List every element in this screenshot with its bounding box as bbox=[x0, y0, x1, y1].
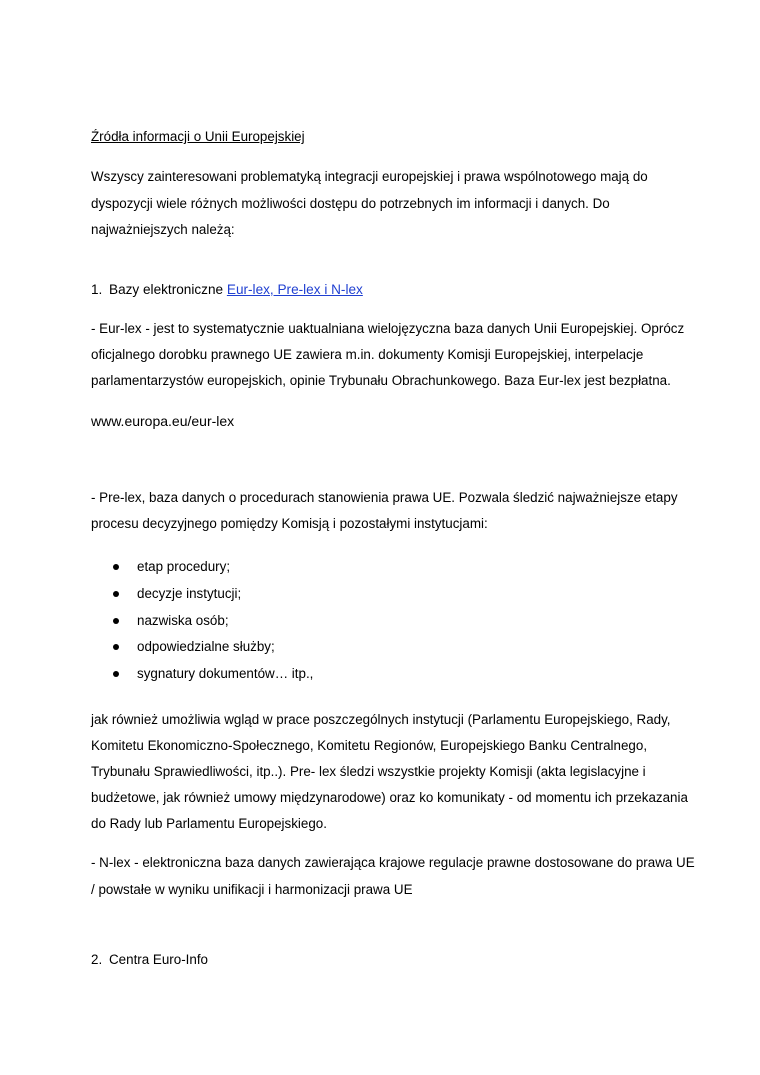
nlex-line-1: - N-lex - elektroniczna baza danych zawierająca krajowe regulacje prawne dostosowane do prawa UE bbox=[91, 855, 695, 870]
after-list-line-1: jak również umożliwia wgląd w prace poszczególnych instytucji (Parlamentu Europejskiego, Rady, bbox=[91, 712, 671, 727]
list-item-text: etap procedury; bbox=[137, 559, 231, 574]
bullet-icon bbox=[113, 671, 119, 677]
eurlex-url: www.europa.eu/eur-lex bbox=[91, 413, 235, 429]
eurlex-line-1: - Eur-lex - jest to systematycznie uaktualniana wielojęzyczna baza danych Unii Europejskiej. Oprócz bbox=[91, 321, 685, 336]
list-item-text: odpowiedzialne służby; bbox=[137, 639, 275, 654]
intro-line-3: najważniejszych należą: bbox=[91, 222, 235, 237]
section-1-number: 1. bbox=[91, 282, 103, 297]
section-1-heading bbox=[91, 281, 363, 299]
list-item-text: nazwiska osób; bbox=[137, 613, 229, 628]
after-list-line-5: do Rady lub Parlamentu Europejskiego. bbox=[91, 816, 327, 831]
bullet-icon bbox=[113, 644, 119, 650]
section-2-heading bbox=[91, 951, 208, 969]
list-item-text: sygnatury dokumentów… itp., bbox=[137, 666, 314, 681]
section-2-number: 2. bbox=[91, 952, 103, 967]
after-list-line-4: budżetowe, jak również umowy międzynarodowe) oraz ko komunikaty - od momentu ich przekazania bbox=[91, 790, 688, 805]
after-list-line-2: Komitetu Ekonomiczno-Społecznego, Komitetu Regionów, Europejskiego Banku Centralnego, bbox=[91, 738, 648, 753]
eur-pre-n-lex-link[interactable]: Eur-lex, Pre-lex i N-lex bbox=[226, 282, 363, 297]
section-2-label: Centra Euro-Info bbox=[109, 952, 208, 967]
bullet-icon bbox=[113, 591, 119, 597]
eurlex-line-3: parlamentarzystów europejskich, opinie Trybunału Obrachunkowego. Baza Eur-lex jest bezpłatna. bbox=[91, 373, 671, 388]
list-item-text: decyzje instytucji; bbox=[137, 586, 242, 601]
eurlex-line-2: oficjalnego dorobku prawnego UE zawiera m.in. dokumenty Komisji Europejskiej, interpelacje bbox=[91, 347, 644, 362]
bullet-icon bbox=[113, 618, 119, 624]
nlex-line-2: / powstałe w wyniku unifikacji i harmonizacji prawa UE bbox=[91, 882, 413, 897]
intro-line-2: dyspozycji wiele różnych możliwości dostępu do potrzebnych im informacji i danych. Do bbox=[91, 196, 610, 211]
after-list-line-3: Trybunału Sprawiedliwości, itp..). Pre- lex śledzi wszystkie projekty Komisji (akta legislacyjne i bbox=[91, 764, 646, 779]
intro-line-1: Wszyscy zainteresowani problematyką integracji europejskiej i prawa wspólnotowego mają do bbox=[91, 169, 648, 184]
prelex-line-1: - Pre-lex, baza danych o procedurach stanowienia prawa UE. Pozwala śledzić najważniejsze etapy bbox=[91, 490, 678, 505]
bullet-icon bbox=[113, 564, 119, 570]
section-1-label: Bazy elektroniczne bbox=[109, 282, 227, 297]
page-title: Źródła informacji o Unii Europejskiej bbox=[91, 129, 305, 144]
prelex-line-2: procesu decyzyjnego pomiędzy Komisją i pozostałymi instytucjami: bbox=[91, 516, 488, 531]
